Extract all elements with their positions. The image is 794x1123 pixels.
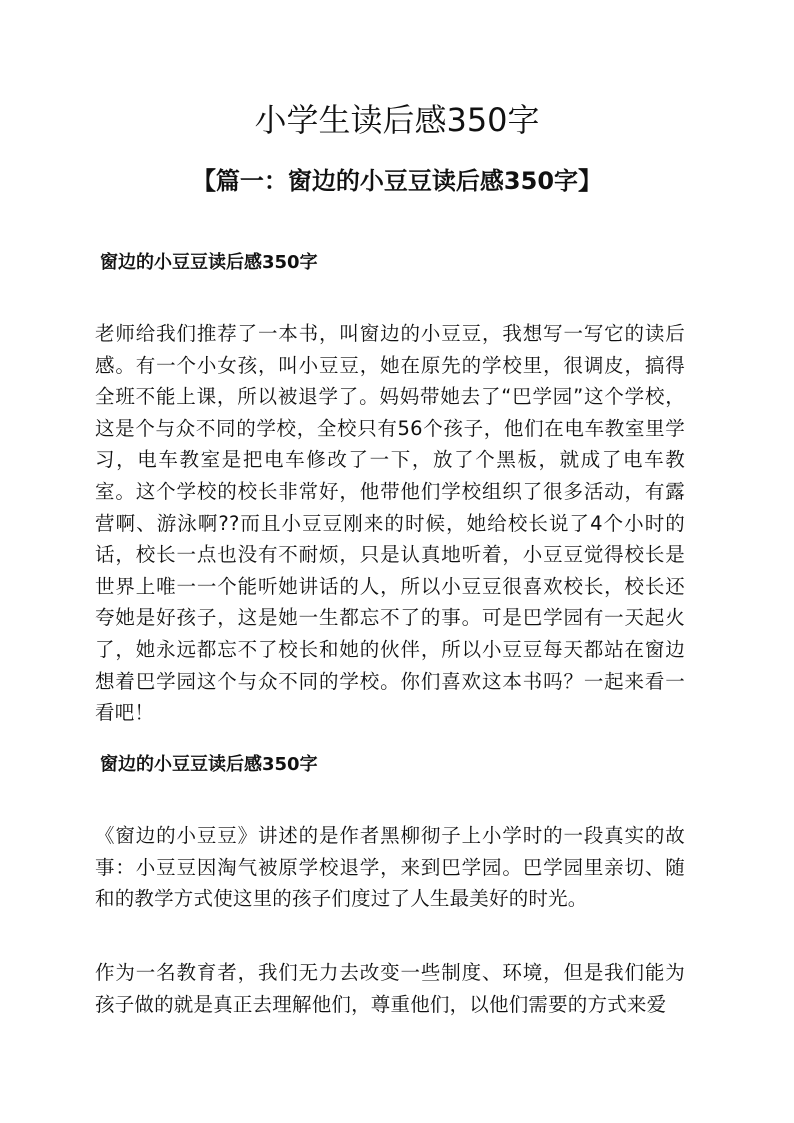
body-paragraph: 《窗边的小豆豆》讲述的是作者黑柳彻子上小学时的一段真实的故事：小豆豆因淘气被原学校退学，来到巴学园。巴学园里亲切、随和的教学方式使这里的孩子们度过了人生最美好的时光。 xyxy=(95,824,685,911)
section-heading: 窗边的小豆豆读后感350字 xyxy=(100,252,318,273)
body-paragraph: 作为一名教育者，我们无力去改变一些制度、环境，但是我们能为孩子做的就是真正去理解他们，尊重他们，以他们需要的方式来爱 xyxy=(95,961,685,1016)
document-subtitle: 【篇一：窗边的小豆豆读后感350字】 xyxy=(191,167,603,195)
document-title: 小学生读后感350字 xyxy=(254,101,540,139)
section-heading: 窗边的小豆豆读后感350字 xyxy=(100,754,318,775)
body-paragraph: 老师给我们推荐了一本书，叫窗边的小豆豆，我想写一写它的读后感。有一个小女孩，叫小豆豆，她在原先的学校里，很调皮，搞得全班不能上课，所以被退学了。妈妈带她去了“巴学园”这个学校，这是个与众不同的学校，全校只有56个孩子，他们在电车教室里学习，电车教室是把电车修改了一下，放了个黑板，就成了电车教室。这个学校的校长非常好，他带他们学校组织了很多活动，有露营啊、游泳啊??而且小豆豆刚来的时候，她给校长说了4个小时的话，校长一点也没有不耐烦，只是认真地听着，小豆豆觉得校长是世界上唯一一个能听她讲话的人，所以小豆豆很喜欢校长，校长还夸她是好孩子，这是她一生都忘不了的事。可是巴学园有一天起火了，她永远都忘不了校长和她的伙伴，所以小豆豆每天都站在窗边想着巴学园这个与众不同的学校。你们喜欢这本书吗？一起来看一看吧！ xyxy=(95,322,685,725)
